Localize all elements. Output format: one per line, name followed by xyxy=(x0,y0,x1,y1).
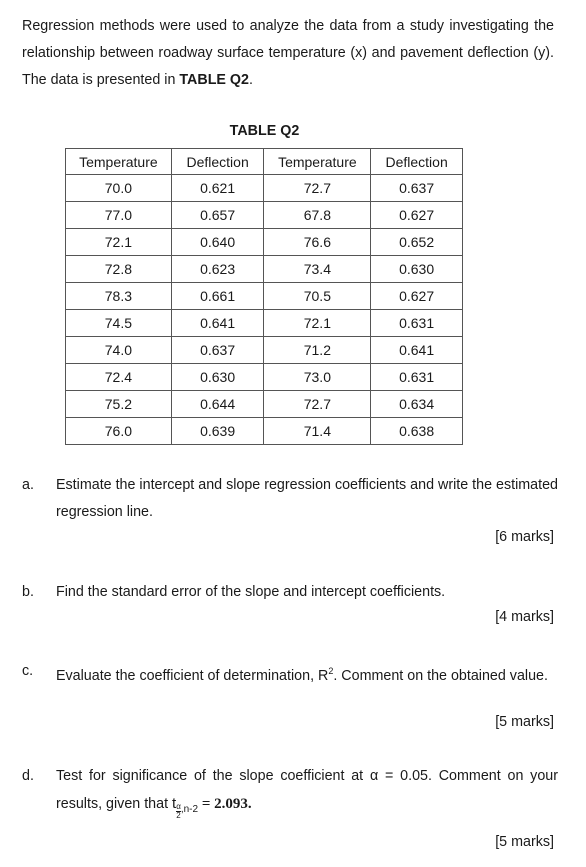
question-b-letter: b. xyxy=(22,584,34,600)
table-cell: 0.640 xyxy=(171,229,264,256)
table-cell: 72.7 xyxy=(264,175,371,202)
table-row xyxy=(66,175,463,202)
fraction-denominator: 2 xyxy=(176,811,181,820)
question-b-text: Find the standard error of the slope and intercept coefficients. xyxy=(56,584,446,600)
table-row xyxy=(66,202,463,229)
table-cell: 72.1 xyxy=(66,229,172,256)
table-title: TABLE Q2 xyxy=(229,123,300,139)
table-cell: 0.641 xyxy=(371,337,463,364)
table-cell: 67.8 xyxy=(264,202,371,229)
table-cell: 0.634 xyxy=(371,391,463,418)
table-cell: 71.2 xyxy=(264,337,371,364)
question-a-letter: a. xyxy=(22,477,34,493)
question-a-marks: [6 marks] xyxy=(495,529,554,545)
question-d-text-main: Test for significance of the slope coefficient at α = 0.05. Comment on your results, given that xyxy=(56,768,558,812)
question-c-letter: c. xyxy=(22,663,34,679)
intro-table-ref: TABLE Q2 xyxy=(179,72,250,88)
table-cell: 72.1 xyxy=(264,310,371,337)
header-deflection-1: Deflection xyxy=(171,149,264,175)
table-cell: 78.3 xyxy=(66,283,172,310)
question-c-text xyxy=(56,658,558,690)
table-cell: 72.8 xyxy=(66,256,172,283)
table-cell: 0.627 xyxy=(371,202,463,229)
question-c-superscript: 2 xyxy=(328,666,334,676)
data-table xyxy=(65,148,463,445)
table-cell: 72.4 xyxy=(66,364,172,391)
table-cell: 0.621 xyxy=(171,175,264,202)
critical-value: = 2.093. xyxy=(198,796,252,812)
question-c-marks: [5 marks] xyxy=(495,714,554,730)
table-cell: 72.7 xyxy=(264,391,371,418)
table-cell: 0.637 xyxy=(171,337,264,364)
table-row xyxy=(66,391,463,418)
table-cell: 76.0 xyxy=(66,418,172,445)
table-row xyxy=(66,337,463,364)
table-cell: 71.4 xyxy=(264,418,371,445)
table-row xyxy=(66,283,463,310)
header-temperature-2: Temperature xyxy=(264,149,371,175)
critical-t-symbol xyxy=(172,795,199,820)
table-cell: 0.661 xyxy=(171,283,264,310)
question-c-text-after: . Comment on the obtained value. xyxy=(333,667,548,684)
table-header-row xyxy=(66,149,463,175)
table-cell: 0.637 xyxy=(371,175,463,202)
table-cell: 0.630 xyxy=(371,256,463,283)
table-cell: 0.623 xyxy=(171,256,264,283)
table-cell: 74.0 xyxy=(66,337,172,364)
table-cell: 0.630 xyxy=(171,364,264,391)
table-row xyxy=(66,256,463,283)
intro-text: Regression methods were used to analyze the data from a study investigating the relationship between roadway surface temperature (x) and pavement deflection (y). The data is presented in xyxy=(22,18,554,88)
table-cell: 73.0 xyxy=(264,364,371,391)
table-cell: 74.5 xyxy=(66,310,172,337)
header-temperature-1: Temperature xyxy=(66,149,172,175)
t-letter: t xyxy=(172,795,177,812)
table-row xyxy=(66,310,463,337)
subscript-rest: ,n-2 xyxy=(180,804,199,815)
table-cell: 75.2 xyxy=(66,391,172,418)
question-d-text xyxy=(56,763,558,823)
table-cell: 0.631 xyxy=(371,310,463,337)
intro-end: . xyxy=(249,72,253,88)
question-c-text-before: Evaluate the coefficient of determination, R xyxy=(56,667,329,684)
intro-paragraph xyxy=(22,13,554,94)
question-d-marks: [5 marks] xyxy=(495,834,554,850)
table-row xyxy=(66,418,463,445)
table-row xyxy=(66,229,463,256)
table-cell: 73.4 xyxy=(264,256,371,283)
header-deflection-2: Deflection xyxy=(371,149,463,175)
question-a-text: Estimate the intercept and slope regression coefficients and write the estimated regression line. xyxy=(56,477,558,520)
table-cell: 0.657 xyxy=(171,202,264,229)
table-cell: 0.652 xyxy=(371,229,463,256)
table-cell: 0.638 xyxy=(371,418,463,445)
table-cell: 0.644 xyxy=(171,391,264,418)
question-d-letter: d. xyxy=(22,768,34,784)
question-b-marks: [4 marks] xyxy=(495,609,554,625)
fraction-numerator: α xyxy=(176,802,181,811)
table-row xyxy=(66,364,463,391)
table-cell: 70.0 xyxy=(66,175,172,202)
table-cell: 0.641 xyxy=(171,310,264,337)
table-cell: 70.5 xyxy=(264,283,371,310)
table-cell: 0.627 xyxy=(371,283,463,310)
table-cell: 76.6 xyxy=(264,229,371,256)
table-cell: 77.0 xyxy=(66,202,172,229)
table-cell: 0.639 xyxy=(171,418,264,445)
table-cell: 0.631 xyxy=(371,364,463,391)
